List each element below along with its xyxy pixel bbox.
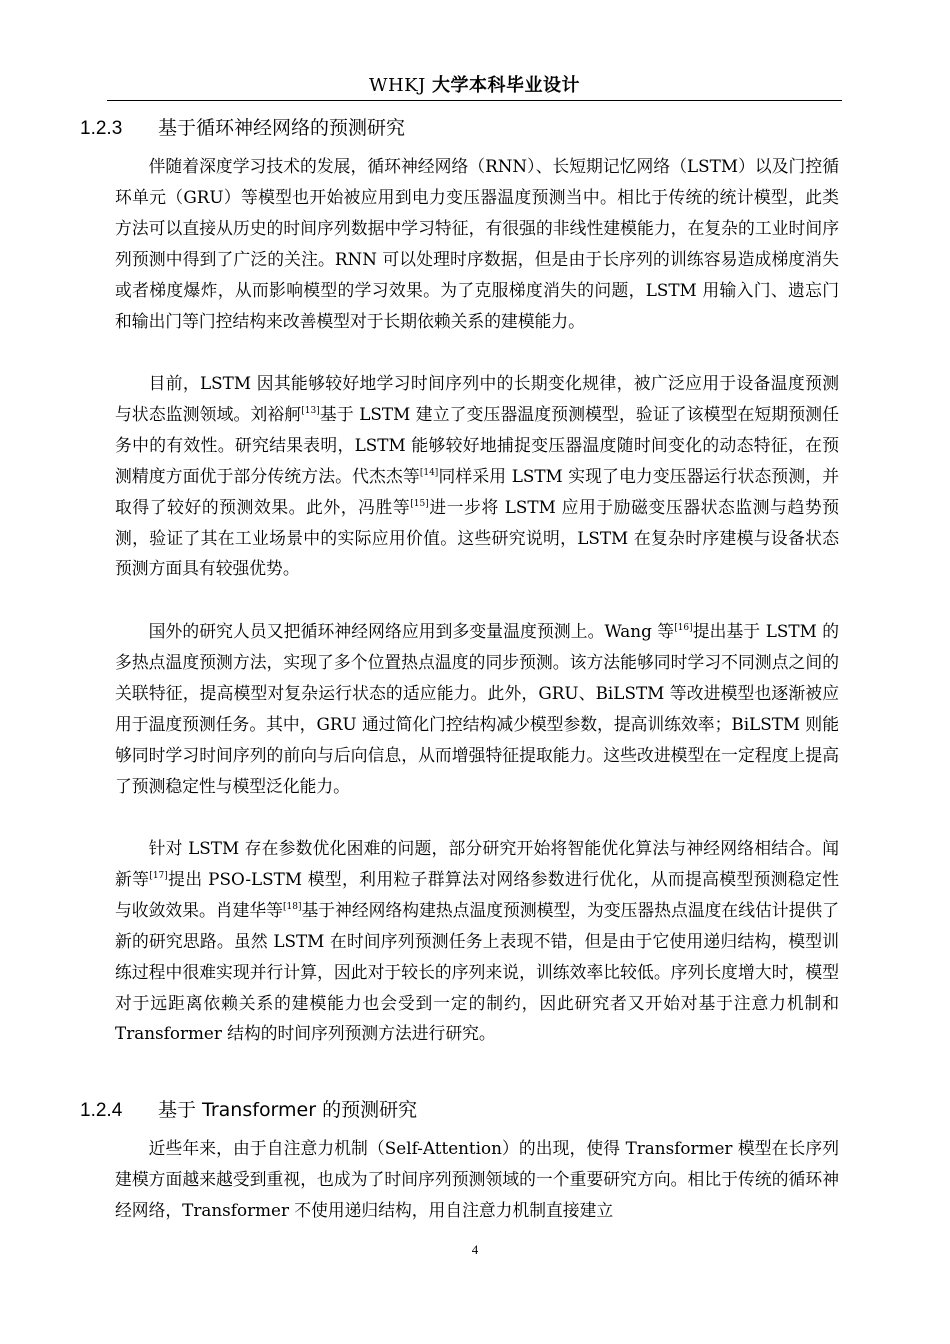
- citation: [18]: [282, 901, 302, 912]
- text-run: 同样采用 LSTM 实现了电力变压器运行状态预测，并取得了较好的预测效果。此外，冯胜等: [115, 465, 839, 517]
- text-run: 提出基于 LSTM 的多热点温度预测方法，实现了多个位置热点温度的同步预测。该方法能够同时学习不同测点之间的关联特征，提高模型对复杂运行状态的适应能力。此外，GRU、BiLSTM 等改进模型也逐渐被应用于温度预测任务。其中，GRU 通过简化门控结构减少模型参数，提高训练效率；BiLSTM 则能够同时学习时间序列的前向与后向信息，从而增强特征提取能力。这些改进模型在一定程度上提高了预测稳定性与模型泛化能力。: [115, 621, 839, 796]
- section-number: 1.2.4: [80, 1100, 123, 1121]
- citation: [16]: [674, 623, 693, 633]
- paragraph-transformer-overview: 近些年来，由于自注意力机制（Self-Attention）的出现，使得 Transformer 模型在长序列建模方面越来越受到重视，也成为了时间序列预测领域的一个重要研究方向。相比于传统的循环神经网络，Transformer 不使用递归结构，用自注意力机制直接建立: [115, 1138, 839, 1220]
- citation: [15]: [410, 498, 429, 509]
- paragraph-lstm-optimization: [115, 833, 839, 1049]
- page-header: [107, 74, 842, 101]
- citation: [14]: [419, 467, 439, 478]
- text-run: 基于神经网络构建热点温度预测模型，为变压器热点温度在线估计提供了新的研究思路。虽然 LSTM 在时间序列预测任务上表现不错，但是由于它使用递归结构，模型训练过程中很难实现并行计算，因此对于较长的序列来说，训练效率比较低。序列长度增大时，模型对于远距离依赖关系的建模能力也会受到一定的制约，因此研究者又开始对基于注意力机制和 Transformer 结构的时间序列预测方法进行研究。: [115, 899, 839, 1044]
- section-title: 基于 Transformer 的预测研究: [158, 1099, 418, 1121]
- header-title: [369, 75, 580, 96]
- text-run: 目前，LSTM 因其能够较好地学习时间序列中的长期变化规律，被广泛应用于设备温度预测与状态监测领域。刘裕舸: [115, 373, 839, 424]
- header-code: WHKJ: [368, 75, 426, 96]
- text-run: 基于 LSTM 建立了变压器温度预测模型，验证了该模型在短期预测任务中的有效性。研究结果表明，LSTM 能够较好地捕捉变压器温度随时间变化的动态特征，在预测精度方面优于部分传统方法。代杰杰等: [115, 403, 839, 486]
- section-heading-1-2-4: [80, 1097, 417, 1124]
- paragraph-rnn-overview: 伴随着深度学习技术的发展，循环神经网络（RNN）、长短期记忆网络（LSTM）以及门控循环单元（GRU）等模型也开始被应用到电力变压器温度预测当中。相比于传统的统计模型，此类方法可以直接从历史的时间序列数据中学习特征，有很强的非线性建模能力，在复杂的工业时间序列预测中得到了广泛的关注。RNN 可以处理时序数据，但是由于长序列的训练容易造成梯度消失或者梯度爆炸，从而影响模型的学习效果。为了克服梯度消失的问题，LSTM 用输入门、遗忘门和输出门等门控结构来改善模型对于长期依赖关系的建模能力。: [115, 156, 839, 331]
- section-title: 基于循环神经网络的预测研究: [158, 117, 406, 139]
- text-run: 提出 PSO-LSTM 模型，利用粒子群算法对网络参数进行优化，从而提高模型预测稳定性与收敛效果。肖建华等: [115, 868, 839, 920]
- text-run: 国外的研究人员又把循环神经网络应用到多变量温度预测上。Wang 等: [148, 621, 675, 641]
- paragraph-lstm-applications: [115, 368, 839, 584]
- citation: [17]: [149, 870, 168, 881]
- header-university-title: 大学本科毕业设计: [432, 75, 581, 96]
- citation: [13]: [301, 405, 320, 416]
- paragraph-multivariable-prediction: [115, 616, 839, 801]
- text-run: 进一步将 LSTM 应用于励磁变压器状态监测与趋势预测，验证了其在工业场景中的实际应用价值。这些研究说明，LSTM 在复杂时序建模与设备状态预测方面具有较强优势。: [115, 496, 839, 579]
- section-heading-1-2-3: [80, 115, 405, 142]
- page-number: 4: [471, 1242, 479, 1257]
- text-run: 针对 LSTM 存在参数优化困难的问题，部分研究开始将智能优化算法与神经网络相结合。闻新等: [115, 838, 839, 889]
- section-number: 1.2.3: [80, 118, 123, 139]
